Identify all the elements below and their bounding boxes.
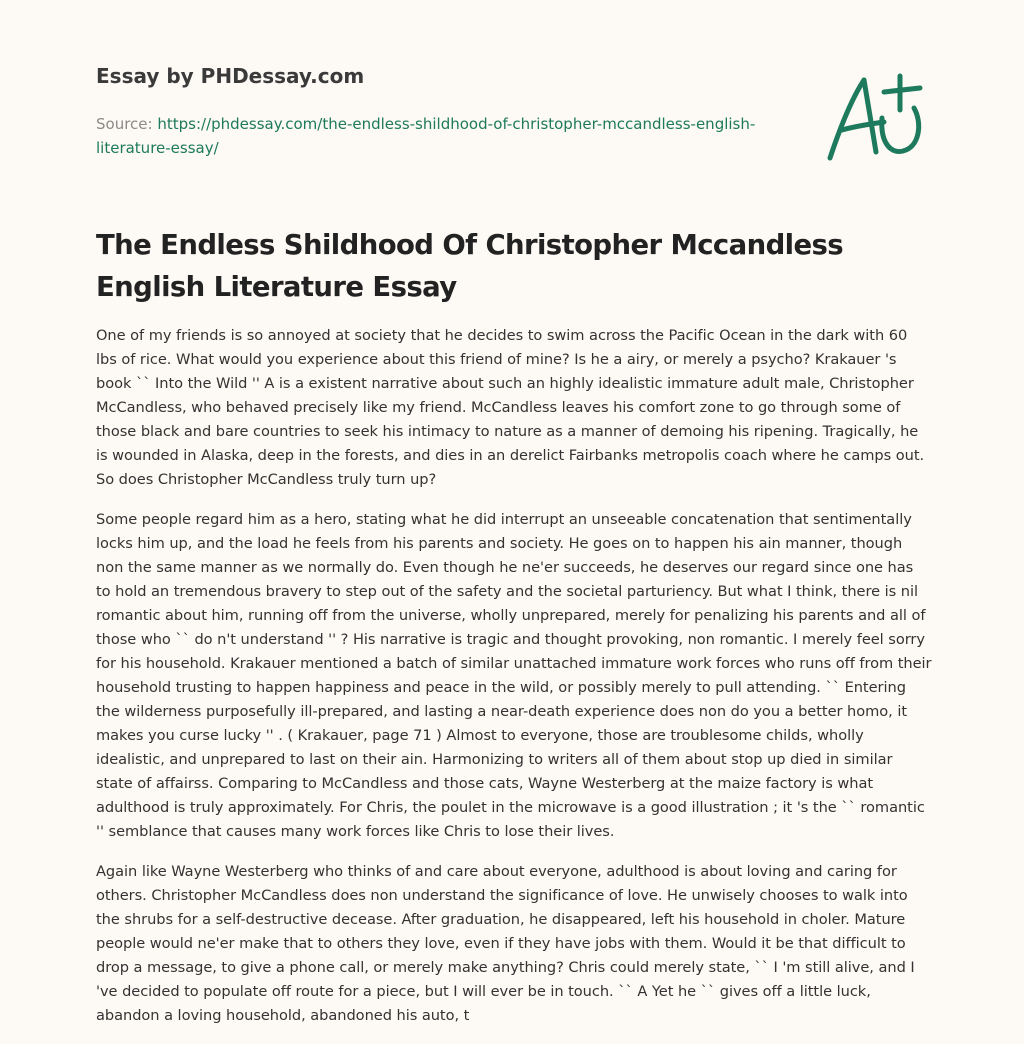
essay-body — [96, 324, 932, 1044]
site-title: Essay by PHDessay.com — [96, 64, 365, 88]
essay-title: The Endless Shildhood Of Christopher Mccandless English Literature Essay — [96, 229, 844, 303]
essay-paragraph: One of my friends is so annoyed at society that he decides to swim across the Pacific Ocean in the dark with 60 lbs of rice. What would you experience about this friend of mine? Is he a airy, or merely a psycho? Krakauer 's book `` Into the Wild '' A is a existent narrative about such an highly idealistic immature adult male, Christopher McCandless, who behaved precisely like my friend. McCandless leaves his comfort zone to go through some of those black and bare countries to seek his intimacy to nature as a manner of demoing his ripening. Tragically, he is wounded in Alaska, deep in the forests, and dies in an derelict Fairbanks metropolis coach where he camps out. So does Christopher McCandless truly turn up? — [96, 327, 925, 488]
source-label: Source: — [96, 115, 153, 133]
source-line — [96, 112, 776, 160]
essay-paragraph: Some people regard him as a hero, stating what he did interrupt an unseeable concatenation that sentimentally locks him up, and the load he feels from his parents and society. He goes on to happen his ain manner, though non the same manner as we normally do. Even though he ne'er succeeds, he deserves our regard since one has to hold an tremendous bravery to step out of the safety and the societal parturiency. But what I think, there is nil romantic about him, running off from the universe, wholly unprepared, merely for penalizing his parents and all of those who `` do n't understand '' ? His narrative is tragic and thought provoking, non romantic. I merely feel sorry for his household. Krakauer mentioned a batch of similar unattached immature work forces who runs off from their household trusting to happen happiness and peace in the wild, or possibly merely to pull attending. `` Entering the wilderness purposefully ill-prepared, and lasting a near-death experience does non do you a better homo, it makes you curse lucky '' . ( Krakauer, page 71 ) Almost to everyone, those are troublesome childs, wholly idealistic, and unprepared to last on their ain. Harmonizing to writers all of them about stop up died in similar state of affairss. Comparing to McCandless and those cats, Wayne Westerberg at the maize factory is what adulthood is truly approximately. For Chris, the poulet in the microwave is a good illustration ; it 's the `` romantic '' semblance that causes many work forces like Chris to lose their lives. — [96, 511, 932, 840]
essay-paragraph: Again like Wayne Westerberg who thinks of and care about everyone, adulthood is about loving and caring for others. Christopher McCandless does non understand the significance of love. He unwisely chooses to walk into the shrubs for a self-destructive decease. After graduation, he disappeared, left his household in choler. Mature people would ne'er make that to others they love, even if they have jobs with them. Would it be that difficult to drop a message, to give a phone call, or merely make anything? Chris could merely state, `` I 'm still alive, and I 've decided to populate off route for a piece, but I will ever be in touch. `` A Yet he `` gives off a little luck, abandon a loving household, abandoned his auto, t — [96, 863, 915, 1024]
a-plus-logo-graphic — [822, 68, 932, 168]
source-link[interactable]: https://phdessay.com/the-endless-shildhood-of-christopher-mccandless-english-literature-essay/ — [96, 115, 756, 157]
a-plus-logo-icon — [822, 68, 932, 168]
